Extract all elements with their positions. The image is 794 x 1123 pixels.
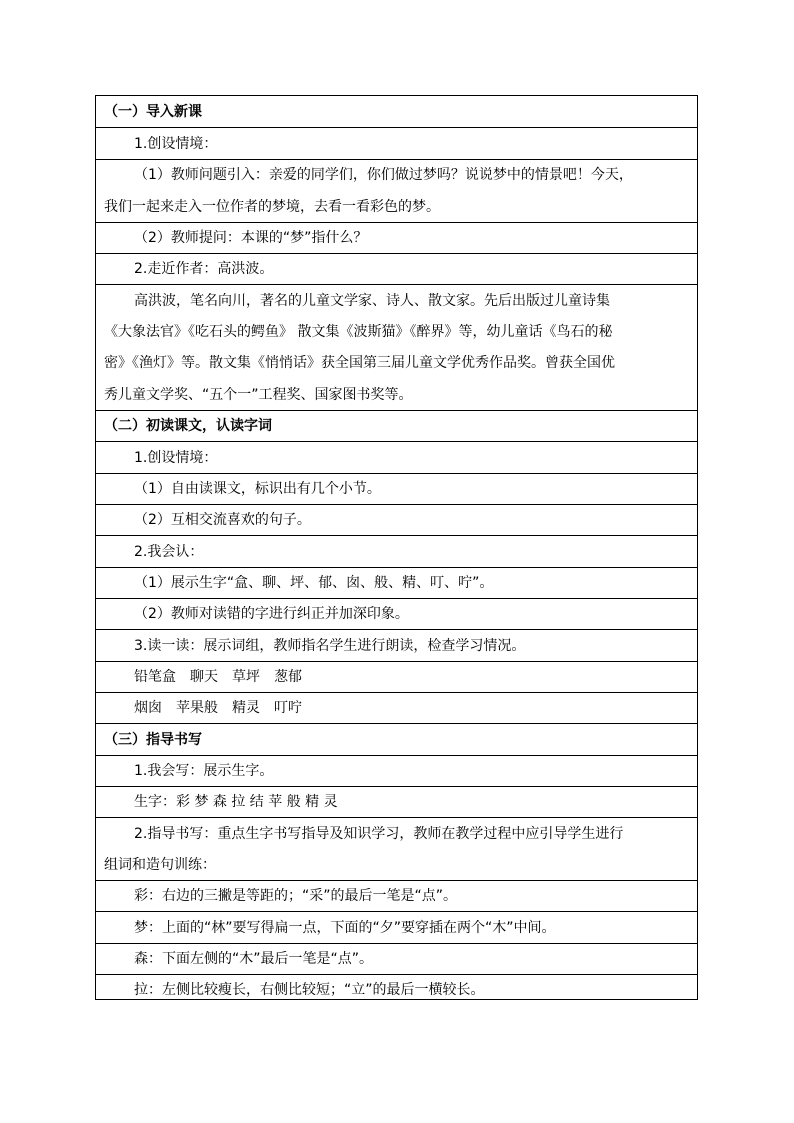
text-line: 1.我会写：展示生字。 — [134, 763, 274, 779]
row-divider — [96, 943, 697, 944]
row-divider — [96, 755, 697, 756]
text-line: 《大象法官》《吃石头的鳄鱼》 散文集《波斯猫》《醉界》等，幼儿童话《鸟石的秘 — [104, 324, 613, 340]
row-divider — [96, 786, 697, 787]
text-line: 2.走近作者：高洪波。 — [134, 261, 274, 277]
text-line: 我们一起来走入一位作者的梦境，去看一看彩色的梦。 — [104, 199, 440, 215]
text-line: 2.我会认： — [134, 544, 204, 560]
text-line: 组词和造句训练： — [104, 857, 216, 873]
text-line: 1.创设情境： — [134, 136, 218, 152]
text-line: 彩：右边的三撇是等距的；“采”的最后一笔是“点”。 — [134, 888, 458, 904]
row-divider — [96, 410, 697, 411]
row-divider — [96, 567, 697, 568]
text-line: 3.读一读：展示词组，教师指名学生进行朗读，检查学习情况。 — [134, 638, 526, 654]
row-divider — [96, 661, 697, 662]
row-divider — [96, 504, 697, 505]
row-divider — [96, 253, 697, 254]
character-list: 生字：彩 梦 森 拉 结 苹 般 精 灵 — [134, 794, 338, 810]
text-line: 高洪波，笔名向川，著名的儿童文学家、诗人、散文家。先后出版过儿童诗集 — [134, 293, 610, 309]
text-line: 梦：上面的“林”要写得扁一点，下面的“夕”要穿插在两个“木”中间。 — [134, 920, 556, 936]
section-heading-first-reading: （二）初读课文，认读字词 — [104, 418, 272, 434]
row-divider — [96, 535, 697, 536]
text-line: 密》《渔灯》等。散文集《悄悄话》获全国第三届儿童文学优秀作品奖。曾获全国优 — [104, 355, 615, 371]
section-heading-intro: （一）导入新课 — [104, 104, 202, 120]
row-divider — [96, 222, 697, 223]
section-heading-writing: （三）指导书写 — [104, 732, 202, 748]
text-line: （1）教师问题引入：亲爱的同学们，你们做过梦吗？说说梦中的情景吧！今天， — [134, 167, 633, 183]
word-list: 铅笔盒 聊天 草坪 葱郁 — [134, 669, 302, 685]
row-divider — [96, 817, 697, 818]
row-divider — [96, 473, 697, 474]
text-line: 拉：左侧比较瘦长，右侧比较短；“立”的最后一横较长。 — [134, 982, 485, 998]
text-line: （2）互相交流喜欢的句子。 — [134, 512, 311, 528]
text-line: （2）教师对读错的字进行纠正并加深印象。 — [134, 606, 409, 622]
text-line: 1.创设情境： — [134, 450, 218, 466]
text-line: 秀儿童文学奖、“五个一”工程奖、国家图书奖等。 — [104, 387, 413, 403]
row-divider — [96, 284, 697, 285]
row-divider — [96, 692, 697, 693]
lesson-table — [95, 95, 698, 1000]
text-line: （1）自由读课文，标识出有几个小节。 — [134, 481, 381, 497]
row-divider — [96, 629, 697, 630]
row-divider — [96, 127, 697, 128]
row-divider — [96, 723, 697, 724]
row-divider — [96, 441, 697, 442]
text-line: （2）教师提问：本课的“梦”指什么？ — [134, 230, 368, 246]
row-divider — [96, 598, 697, 599]
text-line: 2.指导书写：重点生字书写指导及知识学习，教师在教学过程中应引导学生进行 — [134, 826, 624, 842]
row-divider — [96, 911, 697, 912]
row-divider — [96, 974, 697, 975]
text-line: 森：下面左侧的“木”最后一笔是“点”。 — [134, 951, 374, 967]
row-divider — [96, 880, 697, 881]
word-list: 烟囱 苹果般 精灵 叮咛 — [134, 700, 302, 716]
row-divider — [96, 159, 697, 160]
text-line: （1）展示生字“盒、聊、坪、郁、囱、般、精、叮、咛”。 — [134, 575, 494, 591]
